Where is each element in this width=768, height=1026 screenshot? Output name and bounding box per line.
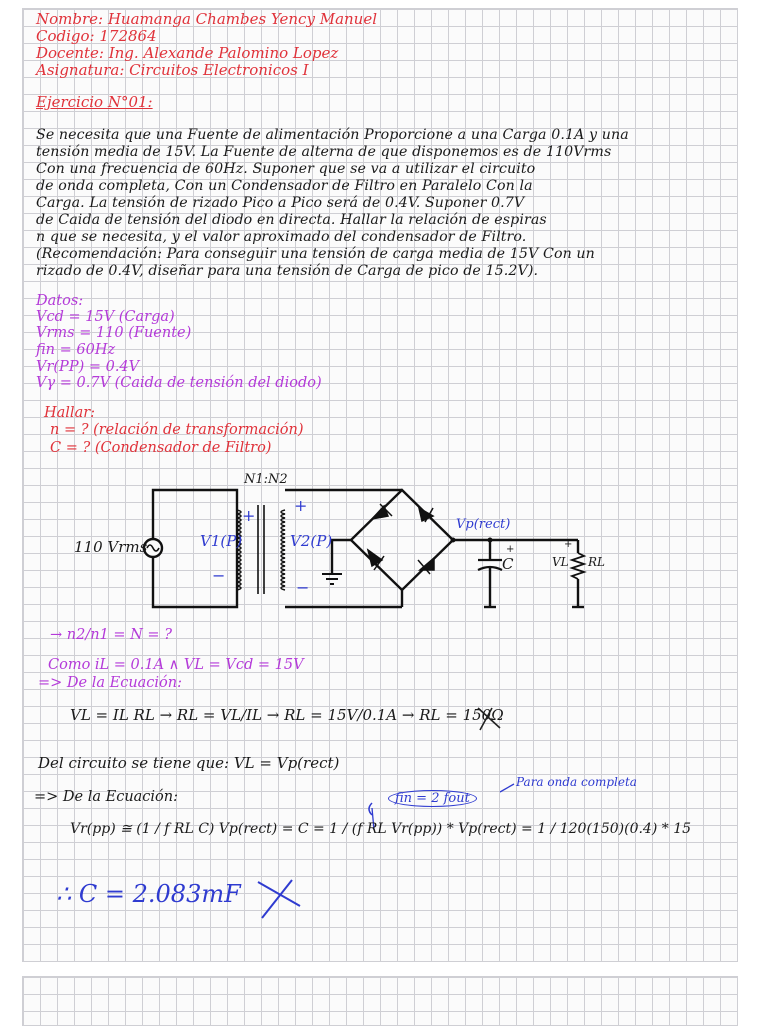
diode-1	[372, 506, 388, 519]
problem-line: de onda completa, Con un Condensador de Filtro en Paralelo Con la	[36, 178, 533, 194]
problem-line: Se necesita que una Fuente de alimentación Proporcione a una Carga 0.1A y una	[36, 127, 629, 143]
problem-line: Con una frecuencia de 60Hz. Suponer que se va a utilizar el circuito	[36, 161, 536, 177]
primary-minus: −	[212, 566, 226, 585]
v2-label: V2(P)	[290, 532, 333, 550]
problem-line: (Recomendación: Para conseguir una tensión de carga media de 15V Con un	[36, 246, 595, 262]
cap-label: C	[502, 555, 514, 573]
problem-line: Carga. La tensión de rizado Pico a Pico será de 0.4V. Suponer 0.7V	[36, 195, 525, 211]
hallar-item: C = ? (Condensador de Filtro)	[50, 440, 272, 456]
load-resistor-symbol	[572, 553, 584, 579]
source-label: 110 Vrms	[74, 538, 148, 556]
de-ecuacion-1: => De la Ecuación:	[38, 675, 183, 691]
vp-rect-label: Vp(rect)	[456, 517, 511, 532]
c-equation: Vr(pp) ≅ (1 / f RL C) Vp(rect) = C = 1 / (f RL Vr(pp)) * Vp(rect) = 1 / 120(150)(0.4) * 15	[70, 821, 692, 837]
cap-plus: +	[506, 544, 515, 555]
hallar-title: Hallar:	[44, 405, 96, 421]
secondary-minus: −	[296, 578, 310, 597]
del-circuito-line: Del circuito se tiene que: VL = Vp(rect)	[38, 754, 340, 772]
dato-item: fin = 60Hz	[36, 342, 116, 358]
turns-ratio-label: N1:N2	[244, 472, 288, 487]
problem-line: rizado de 0.4V, diseñar para una tensión de Carga de pico de 15.2V).	[36, 263, 539, 279]
code-line: Codigo: 172864	[36, 27, 157, 45]
dato-item: Vrms = 110 (Fuente)	[36, 325, 192, 341]
diode-3	[368, 550, 382, 566]
dato-item: Vγ = 0.7V (Caida de tensión del diodo)	[36, 375, 322, 391]
load-plus: +	[564, 539, 573, 550]
secondary-plus: +	[294, 496, 308, 515]
rl-equation: VL = IL RL → RL = VL/IL → RL = 15V/0.1A → RL = 150Ω	[70, 706, 504, 724]
rl-label: RL	[588, 555, 606, 569]
bridge-rectifier	[351, 490, 453, 590]
problem-line: de Caida de tensión del diodo en directa. Hallar la relación de espiras	[36, 212, 547, 228]
como-line: Como iL = 0.1A ∧ VL = Vcd = 15V	[48, 657, 304, 673]
subject-line: Asignatura: Circuitos Electronicos I	[36, 61, 309, 79]
problem-line: n que se necesita, y el valor aproximado del condensador de Filtro.	[36, 229, 527, 245]
de-ecuacion-2: => De la Ecuación:	[34, 789, 179, 805]
problem-line: tensión media de 15V. La Fuente de alterna de que disponemos es de 110Vrms	[36, 144, 612, 160]
exercise-title: Ejercicio N°01:	[36, 93, 153, 111]
v1-label: V1(P)	[200, 532, 243, 550]
dato-item: Vr(PP) = 0.4V	[36, 359, 140, 375]
teacher-line: Docente: Ing. Alexande Palomino Lopez	[36, 44, 339, 62]
hallar-item: n = ? (relación de transformación)	[50, 422, 304, 438]
result-line: ∴ C = 2.083mF	[56, 880, 241, 908]
n-equation: → n2/n1 = N = ?	[50, 627, 172, 643]
datos-title: Datos:	[36, 293, 84, 309]
fin-annotation: fin = 2 fout	[388, 790, 477, 807]
vl-label: VL	[552, 555, 569, 569]
primary-coil	[237, 510, 241, 590]
secondary-coil	[281, 510, 285, 590]
primary-plus: +	[242, 506, 256, 525]
name-line: Nombre: Huamanga Chambes Yency Manuel	[36, 10, 378, 28]
onda-completa-note: Para onda completa	[516, 775, 637, 789]
dato-item: Vcd = 15V (Carga)	[36, 309, 175, 325]
